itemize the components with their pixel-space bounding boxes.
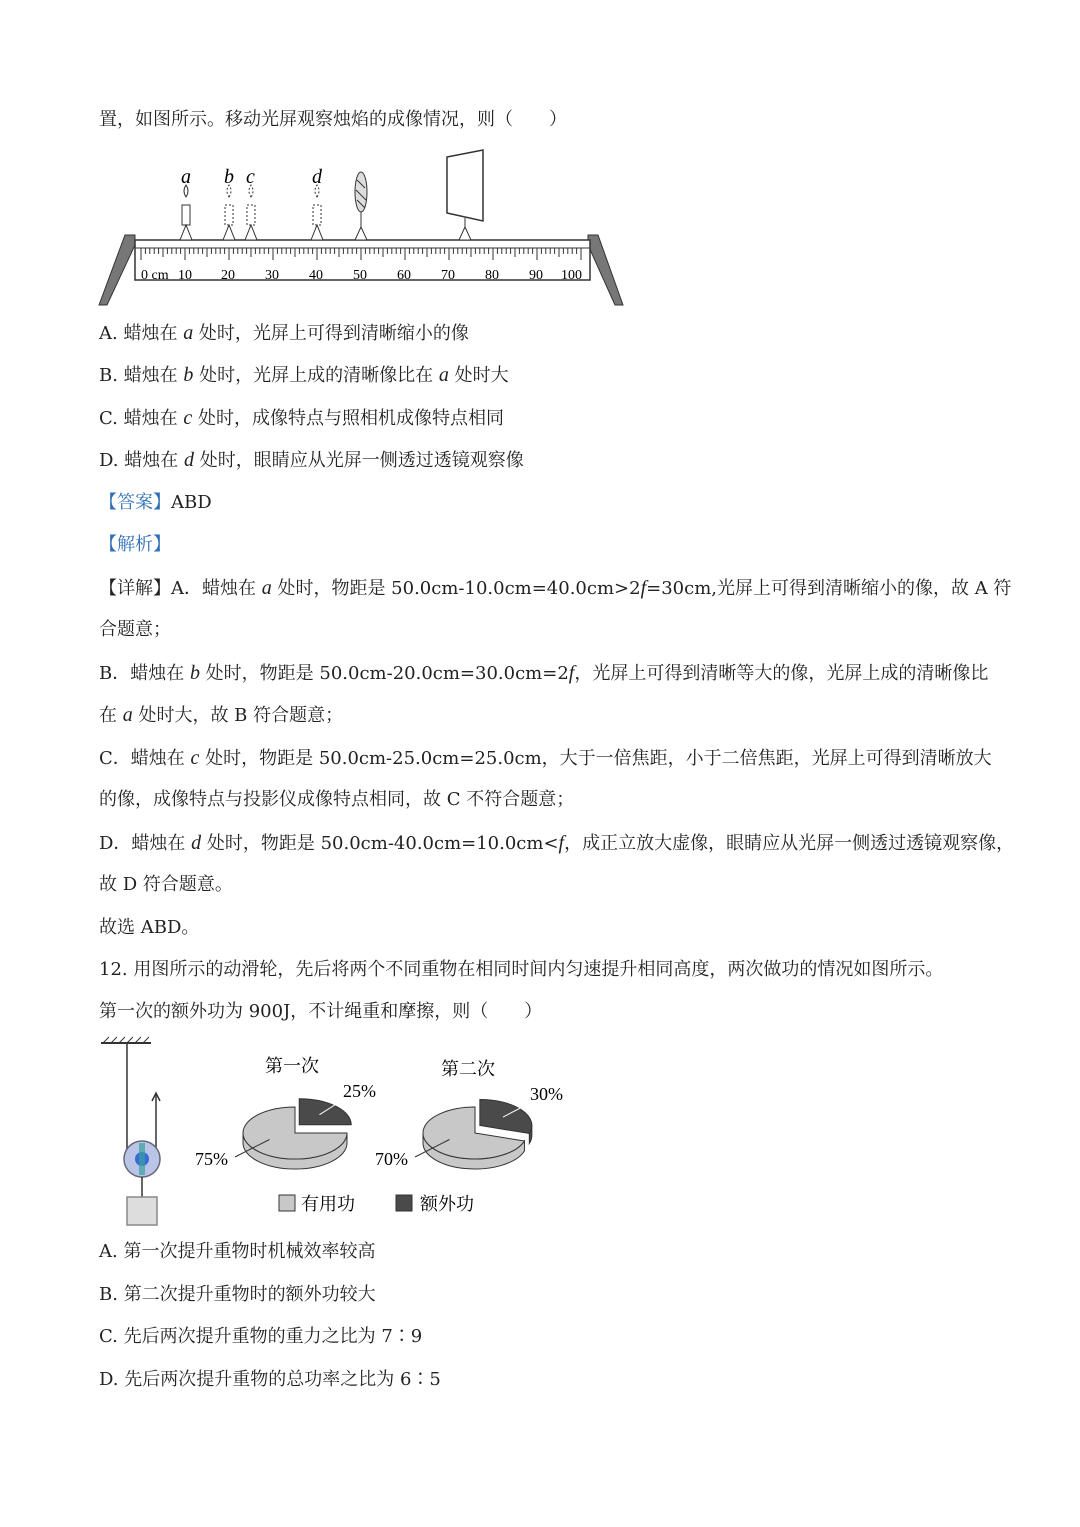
detail-line-5: C．蜡烛在 c 处时，物距是 50.0cm-25.0cm=25.0cm，大于一倍焦距，小于二倍焦距，光屏上可得到清晰放大 — [99, 747, 992, 769]
detail-line-3: B．蜡烛在 b 处时，物距是 50.0cm-20.0cm=30.0cm=2f，光屏上可得到清晰等大的像，光屏上成的清晰像比 — [99, 662, 989, 684]
detail-line-9: 故选 ABD。 — [99, 917, 200, 938]
detail-line-7: D．蜡烛在 d 处时，物距是 50.0cm-40.0cm=10.0cm<f，成正立放大虚像，眼睛应从光屏一侧透过透镜观察像， — [99, 832, 1015, 854]
question-12-stem-1: 12. 用图所示的动滑轮，先后将两个不同重物在相同时间内匀速提升相同高度，两次做功的情况如图所示。 — [99, 959, 944, 980]
light-screen — [447, 150, 483, 240]
pie-label-extra: 25% — [343, 1081, 376, 1101]
pulley-figure — [95, 1035, 175, 1235]
ruler-number: 70 — [441, 268, 455, 283]
question-11-stem: 置，如图所示。移动光屏观察烛焰的成像情况，则（ ） — [99, 109, 567, 130]
label-d: d — [312, 166, 322, 188]
weight-block — [127, 1197, 157, 1225]
label-b: b — [224, 166, 234, 188]
ruler-number: 60 — [397, 268, 411, 283]
ruler-number: 90 — [529, 268, 543, 283]
pie-slice-extra — [480, 1099, 532, 1133]
ruler-number: 40 — [309, 268, 323, 283]
candle-b — [223, 185, 235, 240]
convex-lens — [355, 172, 367, 240]
question-12-stem-2: 第一次的额外功为 900J，不计绳重和摩擦，则（ ） — [99, 1001, 543, 1022]
ruler-number: 30 — [265, 268, 279, 283]
q12-option-b: B. 第二次提升重物时的额外功较大 — [99, 1284, 376, 1305]
detail-line-1: 【详解】A．蜡烛在 a 处时，物距是 50.0cm-10.0cm=40.0cm>2f=30cm,光屏上可得到清晰缩小的像，故 A 符 — [99, 577, 1012, 599]
ruler-number: 100 — [561, 268, 582, 283]
label-a: a — [181, 166, 191, 188]
optical-bench-figure — [95, 145, 630, 310]
answer-value: ABD — [171, 492, 212, 513]
q11-option-d: D. 蜡烛在 d 处时，眼睛应从光屏一侧透过透镜观察像 — [99, 449, 524, 471]
pie-slice-extra — [299, 1099, 351, 1125]
q11-option-a: A. 蜡烛在 a 处时，光屏上可得到清晰缩小的像 — [99, 322, 469, 344]
analysis-label: 【解析】 — [99, 534, 171, 555]
chart-title-2: 第二次 — [441, 1059, 495, 1079]
pie-chart-second — [375, 1084, 563, 1169]
pie-chart-first — [195, 1081, 376, 1169]
legend-label-extra: 额外功 — [420, 1194, 474, 1214]
q11-option-b: B. 蜡烛在 b 处时，光屏上成的清晰像比在 a 处时大 — [99, 364, 509, 386]
pie-label-extra: 30% — [530, 1084, 563, 1104]
answer-line — [99, 491, 212, 515]
candle-c — [245, 185, 257, 240]
ruler-number: 20 — [221, 268, 235, 283]
q12-option-d: D. 先后两次提升重物的总功率之比为 6∶5 — [99, 1369, 441, 1390]
detail-line-2: 合题意； — [99, 619, 171, 640]
candle-a — [180, 185, 192, 240]
legend-label-useful: 有用功 — [301, 1194, 355, 1214]
q12-option-c: C. 先后两次提升重物的重力之比为 7∶9 — [99, 1326, 423, 1347]
chart-title-1: 第一次 — [265, 1056, 319, 1076]
work-pie-charts — [185, 1045, 585, 1225]
answer-label: 【答案】 — [99, 492, 171, 513]
candle-d — [311, 185, 323, 240]
ruler-number: 0 cm — [141, 268, 169, 283]
ruler-number: 50 — [353, 268, 367, 283]
chart-legend — [279, 1194, 474, 1214]
right-stand — [588, 235, 623, 305]
pie-label-useful: 75% — [195, 1149, 228, 1169]
detail-line-8: 故 D 符合题意。 — [99, 874, 233, 895]
left-stand — [99, 235, 135, 305]
detail-line-6: 的像，成像特点与投影仪成像特点相同，故 C 不符合题意； — [99, 789, 575, 810]
q12-option-a: A. 第一次提升重物时机械效率较高 — [99, 1241, 376, 1262]
detail-line-4: 在 a 处时大，故 B 符合题意； — [99, 704, 344, 726]
q11-option-c: C. 蜡烛在 c 处时，成像特点与照相机成像特点相同 — [99, 407, 504, 429]
pie-label-useful: 70% — [375, 1149, 408, 1169]
legend-swatch-useful — [279, 1195, 295, 1211]
ruler-number: 10 — [178, 268, 192, 283]
ruler-number: 80 — [485, 268, 499, 283]
label-c: c — [246, 166, 255, 188]
legend-swatch-extra — [396, 1195, 412, 1211]
